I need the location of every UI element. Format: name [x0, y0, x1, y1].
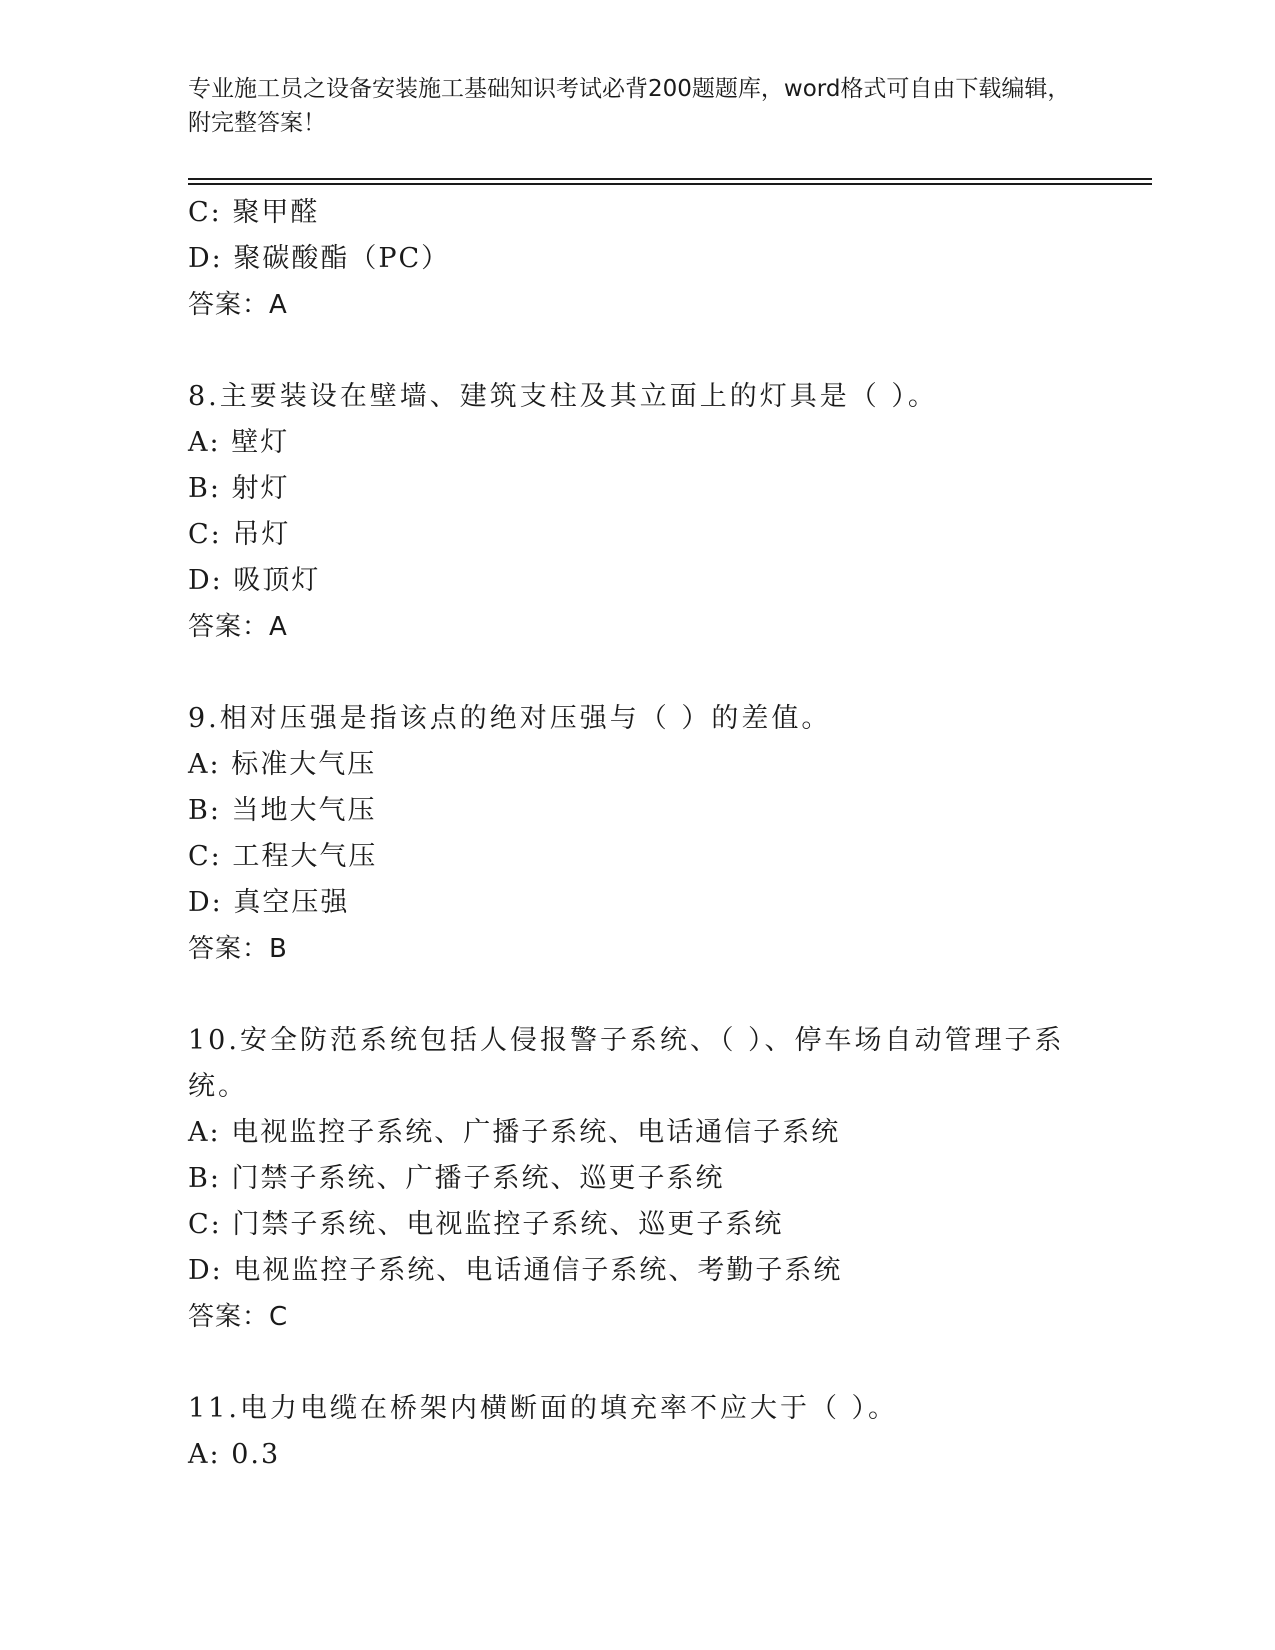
- option-d: D: 聚碳酸酯（PC）: [188, 243, 451, 274]
- spacer: [188, 972, 1088, 1018]
- option-d: D: 吸顶灯: [188, 565, 321, 596]
- question-8: [188, 374, 1088, 650]
- question-title: 11.电力电缆在桥架内横断面的填充率不应大于（ ）。: [188, 1393, 899, 1424]
- answer-line: 答案：C: [188, 1302, 289, 1332]
- header-rule-bottom: [188, 183, 1152, 185]
- option-b: B: 门禁子系统、广播子系统、巡更子系统: [188, 1163, 725, 1194]
- option-d: D: 电视监控子系统、电话通信子系统、考勤子系统: [188, 1255, 843, 1286]
- option-a: A: 电视监控子系统、广播子系统、电话通信子系统: [188, 1117, 841, 1148]
- spacer: [188, 650, 1088, 696]
- question-title: 10.安全防范系统包括人侵报警子系统、（ ）、停车场自动管理子系统。: [188, 1025, 1065, 1102]
- spacer: [188, 1340, 1088, 1386]
- option-a: A: 0.3: [188, 1439, 281, 1470]
- question-title: 9.相对压强是指该点的绝对压强与（ ）的差值。: [188, 703, 832, 734]
- option-c: C: 吊灯: [188, 519, 291, 550]
- question-9: [188, 696, 1088, 972]
- document-header: [188, 72, 1088, 140]
- option-b: B: 当地大气压: [188, 795, 377, 826]
- option-d: D: 真空压强: [188, 887, 350, 918]
- option-a: A: 壁灯: [188, 427, 290, 458]
- question-11: [188, 1386, 1088, 1478]
- option-c: C: 门禁子系统、电视监控子系统、巡更子系统: [188, 1209, 784, 1240]
- answer-line: 答案：A: [188, 290, 288, 320]
- question-list: [188, 190, 1088, 1478]
- document-title: 专业施工员之设备安装施工基础知识考试必背200题题库，word格式可自由下载编辑，附完整答案！: [188, 76, 1071, 136]
- answer-line: 答案：B: [188, 934, 288, 964]
- answer-line: 答案：A: [188, 612, 288, 642]
- option-a: A: 标准大气压: [188, 749, 377, 780]
- question-10: [188, 1018, 1088, 1340]
- option-b: B: 射灯: [188, 473, 290, 504]
- spacer: [188, 328, 1088, 374]
- option-c: C: 聚甲醛: [188, 197, 320, 228]
- question-title: 8.主要装设在壁墙、建筑支柱及其立面上的灯具是（ ）。: [188, 381, 938, 412]
- option-c: C: 工程大气压: [188, 841, 378, 872]
- question-fragment: [188, 190, 1088, 328]
- header-rule-top: [188, 178, 1152, 180]
